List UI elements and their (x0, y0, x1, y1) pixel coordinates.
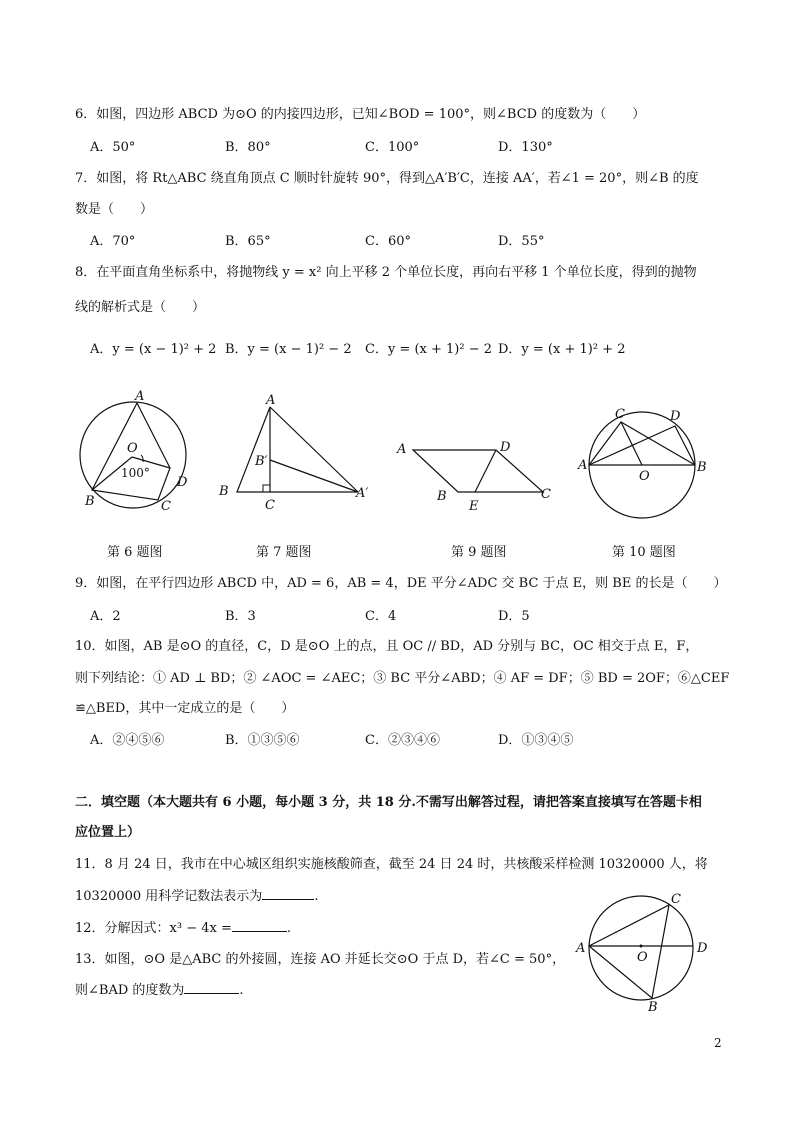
question-12 (75, 917, 291, 936)
section-2-heading-line-1: 二．填空题（本大题共有 6 小题，每小题 3 分，共 18 分.不需写出解答过程，请把答案直接填写在答题卡相 (75, 795, 702, 810)
fig13-label-d: D (697, 941, 708, 956)
question-13-line-2 (75, 979, 244, 998)
q8-option-b: B．y = (x − 1)² − 2 (225, 342, 352, 357)
q13-answer-blank[interactable] (184, 993, 239, 994)
question-8-line-2: 线的解析式是（ ） (75, 300, 206, 315)
q7-option-b: B．65° (225, 234, 271, 249)
fig10-label-a: A (578, 458, 588, 473)
q8-option-c: C．y = (x + 1)² − 2 (365, 342, 492, 357)
fig10-label-c: C (615, 407, 625, 422)
section-2-heading-line-2: 应位置上） (75, 825, 141, 840)
fig6-label-c: C (161, 499, 171, 514)
fig10-label-b: B (697, 460, 707, 475)
q13-text: 则∠BAD 的度数为 (75, 983, 185, 998)
question-7-line-2: 数是（ ） (75, 202, 154, 217)
fig7-label-b: B (219, 484, 229, 499)
q12-answer-blank[interactable] (232, 931, 287, 932)
q8-option-a: A．y = (x − 1)² + 2 (90, 342, 217, 357)
q9-option-b: B．3 (225, 609, 256, 624)
q10-option-a: A．②④⑤⑥ (90, 733, 165, 748)
fig9-label-e: E (469, 499, 479, 514)
fig7-label-a: A (266, 393, 276, 408)
question-7-line-1: 7．如图，将 Rt△ABC 绕直角顶点 C 顺时针旋转 90°，得到△A′B′C，连接 AA′，若∠1 = 20°，则∠B 的度 (75, 171, 699, 186)
q10-option-d: D．①③④⑤ (498, 733, 574, 748)
fig13-label-c: C (671, 892, 681, 907)
q6-option-a: A．50° (90, 140, 136, 155)
fig13-label-b: B (648, 1000, 658, 1015)
fig13-label-a: A (576, 941, 586, 956)
q13-period: . (239, 983, 244, 998)
fig9-label-d: D (500, 440, 511, 455)
q6-option-b: B．80° (225, 140, 271, 155)
figure-9 (393, 435, 563, 519)
fig6-label-d: D (177, 475, 188, 490)
q9-option-c: C．4 (365, 609, 397, 624)
fig7-label-b-prime: B′ (255, 454, 268, 469)
figure-6-caption: 第 6 题图 (107, 545, 163, 560)
fig6-label-o: O (127, 441, 138, 456)
q7-option-d: D．55° (498, 234, 545, 249)
question-10-line-1: 10．如图，AB 是⊙O 的直径，C，D 是⊙O 上的点，且 OC // BD，AD 分别与 BC，OC 相交于点 E，F， (75, 639, 699, 654)
question-13-line-1: 13．如图，⊙O 是△ABC 的外接圆，连接 AO 并延长交⊙O 于点 D，若∠C = 50°， (75, 952, 566, 967)
page-number: 2 (714, 1036, 722, 1050)
fig6-label-angle: 100° (121, 466, 150, 480)
question-8-line-1: 8．在平面直角坐标系中，将抛物线 y = x² 向上平移 2 个单位长度，再向右平移 1 个单位长度，得到的抛物 (75, 265, 697, 280)
fig9-label-b: B (437, 489, 447, 504)
q6-option-c: C．100° (365, 140, 420, 155)
q8-option-d: D．y = (x + 1)² + 2 (498, 342, 626, 357)
q7-option-a: A．70° (90, 234, 136, 249)
question-6: 6．如图，四边形 ABCD 为⊙O 的内接四边形，已知∠BOD = 100°，则∠BCD 的度数为（ ） (75, 107, 646, 122)
fig9-label-c: C (541, 487, 551, 502)
fig6-label-a: A (135, 389, 145, 404)
question-10-line-3: ≌△BED，其中一定成立的是（ ） (75, 701, 295, 716)
question-10-line-2: 则下列结论：① AD ⊥ BD；② ∠AOC = ∠AEC；③ BC 平分∠ABD；④ AF = DF；⑤ BD = 2OF；⑥△CEF (75, 671, 730, 686)
fig7-label-a-prime: A′ (356, 486, 369, 501)
figure-7-caption: 第 7 题图 (256, 545, 312, 560)
figure-6 (75, 385, 205, 519)
fig6-label-b: B (85, 494, 95, 509)
q7-option-c: C．60° (365, 234, 411, 249)
question-9: 9．如图，在平行四边形 ABCD 中，AD = 6，AB = 4，DE 平分∠ADC 交 BC 于点 E，则 BE 的长是（ ） (75, 576, 727, 591)
fig10-label-o: O (639, 469, 650, 484)
question-11-line-2 (75, 885, 318, 904)
q11-period: . (314, 889, 319, 904)
fig10-label-d: D (670, 409, 681, 424)
figure-9-caption: 第 9 题图 (451, 545, 507, 560)
q11-text: 10320000 用科学记数法表示为 (75, 889, 263, 904)
q12-text: 12．分解因式：x³ − 4x = (75, 921, 232, 936)
fig9-label-a: A (397, 442, 407, 457)
q9-option-a: A．2 (90, 609, 121, 624)
question-11-line-1: 11．8 月 24 日，我市在中心城区组织实施核酸筛查，截至 24 日 24 时，共核酸采样检测 10320000 人，将 (75, 857, 708, 872)
q11-answer-blank[interactable] (262, 899, 314, 900)
figure-13 (570, 890, 720, 1019)
q9-option-d: D．5 (498, 609, 530, 624)
figure-10 (575, 400, 715, 529)
figure-7 (215, 395, 375, 524)
q10-option-c: C．②③④⑥ (365, 733, 440, 748)
q12-period: . (286, 921, 292, 936)
fig13-label-o: O (637, 950, 648, 965)
q10-option-b: B．①③⑤⑥ (225, 733, 300, 748)
figure-10-caption: 第 10 题图 (612, 545, 676, 560)
fig7-label-c: C (265, 498, 275, 513)
q6-option-d: D．130° (498, 140, 553, 155)
